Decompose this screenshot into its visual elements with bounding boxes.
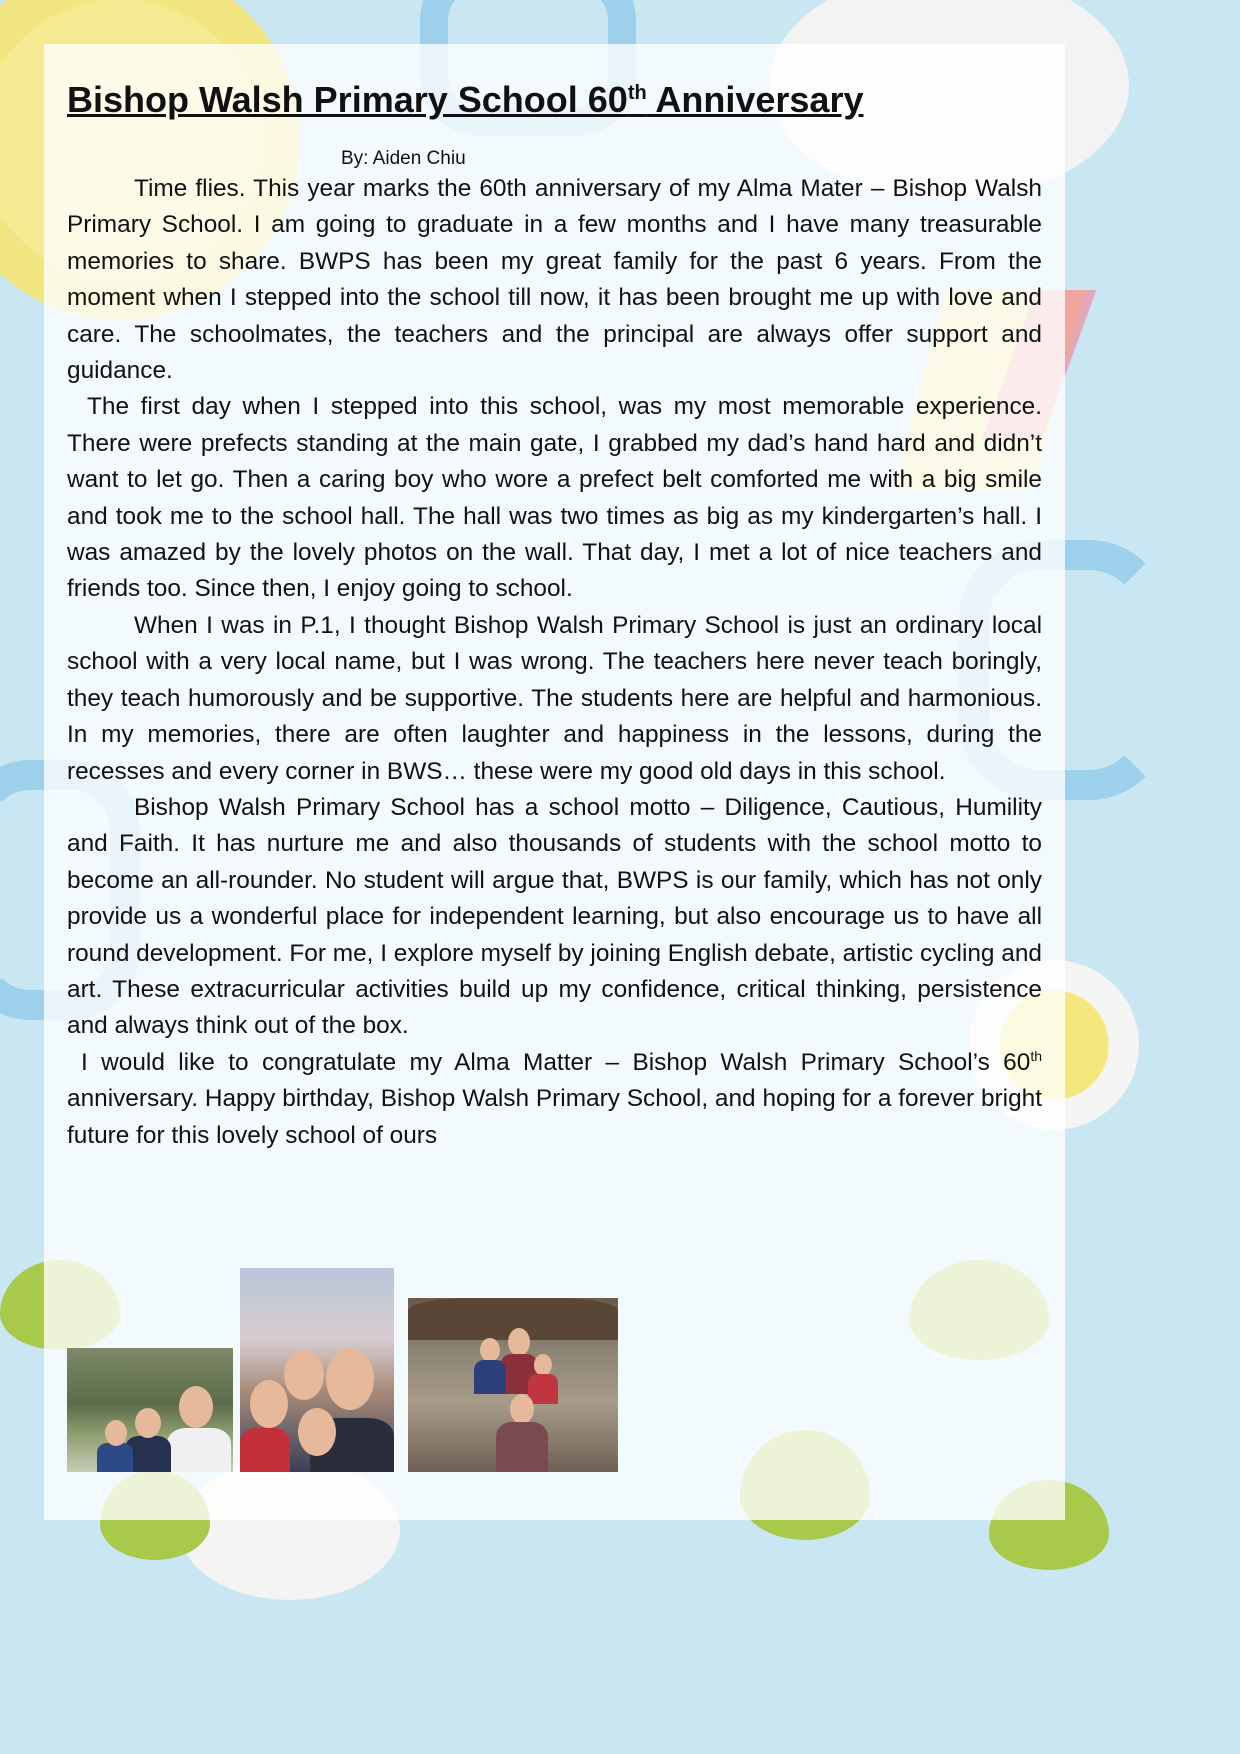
family-photo-garden	[67, 1348, 233, 1472]
paragraph-2: The first day when I stepped into this school, was my most memorable experience. There were prefects standing at the main gate, I grabbed my dad’s hand hard and didn’t want to let go. Then a caring boy who wore a prefect belt comforted me with a big smile and took me to the school hall. The hall was two times as big as my kindergarten’s hall. I was amazed by the lovely photos on the wall. That day, I met a lot of nice teachers and friends too. Since then, I enjoy going to school.	[67, 393, 1042, 603]
byline: By: Aiden Chiu	[341, 148, 466, 169]
paragraph-3: When I was in P.1, I thought Bishop Walsh Primary School is just an ordinary local school with a very local name, but I was wrong. The teachers here never teach boringly, they teach humorously and be supportive. The students here are helpful and harmonious. In my memories, there are often laughter and happiness in the lessons, during the recesses and every corner in BWS… these were my good old days in this school.	[67, 611, 1042, 785]
article-title: Bishop Walsh Primary School 60th Anniversary	[67, 79, 864, 120]
family-photo-blossom	[240, 1268, 394, 1472]
article-body	[67, 171, 1042, 1154]
paragraph-1: Time flies. This year marks the 60th anniversary of my Alma Mater – Bishop Walsh Primary School. I am going to graduate in a few months and I have many treasurable memories to share. BWPS has been my great family for the past 6 years. From the moment when I stepped into the school till now, it has been brought me up with love and care. The schoolmates, the teachers and the principal are always offer support and guidance.	[67, 175, 1042, 385]
paragraph-5: I would like to congratulate my Alma Matter – Bishop Walsh Primary School’s 60th anniversary. Happy birthday, Bishop Walsh Primary School, and hoping for a forever bright future for this lovely school of ours	[67, 1047, 1042, 1149]
family-photo-stairs	[408, 1298, 618, 1472]
paragraph-4: Bishop Walsh Primary School has a school motto – Diligence, Cautious, Humility and Faith. It has nurture me and also thousands of students with the school motto to become an all-rounder. No student will argue that, BWPS is our family, which has not only provide us a wonderful place for independent learning, but also encourage us to have all round development. For me, I explore myself by joining English debate, artistic cycling and art. These extracurricular activities build up my confidence, critical thinking, persistence and always think out of the box.	[67, 793, 1042, 1040]
article	[67, 70, 1042, 1154]
